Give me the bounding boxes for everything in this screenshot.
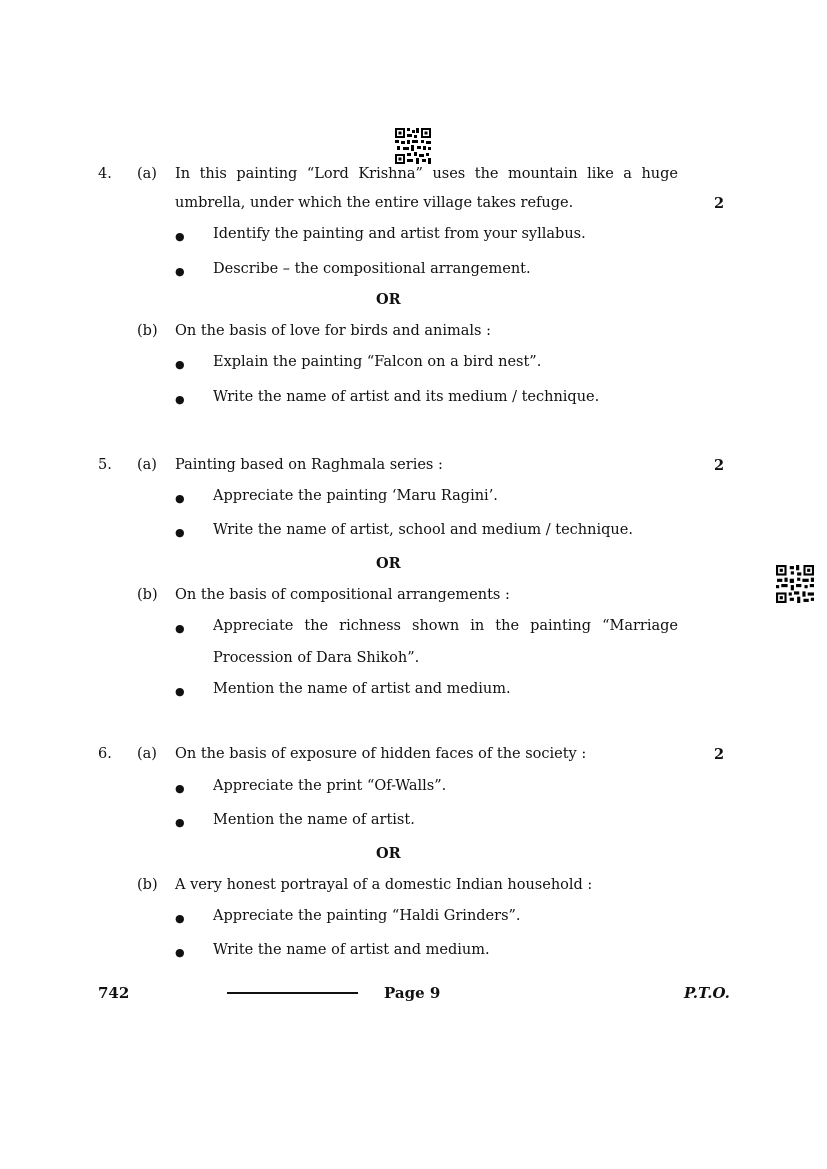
bullet-icon: ●: [175, 358, 185, 371]
question-6b-bullet-1: Appreciate the painting “Haldi Grinders”.: [213, 908, 521, 924]
bullet-icon: ●: [175, 946, 185, 959]
question-5a-text: Painting based on Raghmala series :: [175, 457, 443, 473]
sub-label-6a: (a): [137, 746, 157, 762]
qr-code-icon-top: [395, 128, 431, 164]
question-5b-bullet-1-line-2: Procession of Dara Shikoh”.: [213, 650, 420, 666]
or-separator-4: OR: [376, 291, 401, 308]
question-4a-line-2: umbrella, under which the entire village takes refuge.: [175, 195, 574, 211]
qr-code-icon-side: [776, 565, 814, 603]
marks-5: 2: [714, 457, 725, 474]
question-number-6: 6.: [98, 746, 112, 762]
bullet-icon: ●: [175, 265, 185, 278]
question-4a-bullet-2: Describe – the compositional arrangement.: [213, 261, 531, 277]
page-number: Page 9: [384, 984, 441, 1002]
question-4b-bullet-2: Write the name of artist and its medium / technique.: [213, 389, 600, 405]
question-6a-bullet-2: Mention the name of artist.: [213, 812, 415, 828]
question-5a-bullet-1: Appreciate the painting ‘Maru Ragini’.: [213, 488, 498, 504]
question-6a-bullet-1: Appreciate the print “Of-Walls”.: [213, 778, 447, 794]
marks-4: 2: [714, 195, 725, 212]
bullet-icon: ●: [175, 782, 185, 795]
question-4a-line-1: In this painting “Lord Krishna” uses the mountain like a huge: [175, 166, 678, 182]
bullet-icon: ●: [175, 492, 185, 505]
bullet-icon: ●: [175, 230, 185, 243]
bullet-icon: ●: [175, 685, 185, 698]
marks-6: 2: [714, 746, 725, 763]
footer-rule: [227, 992, 358, 994]
question-6b-bullet-2: Write the name of artist and medium.: [213, 942, 490, 958]
question-6a-text: On the basis of exposure of hidden faces of the society :: [175, 746, 587, 762]
question-number-4: 4.: [98, 166, 112, 182]
bullet-icon: ●: [175, 622, 185, 635]
paper-code: 742: [98, 984, 130, 1002]
sub-label-5a: (a): [137, 457, 157, 473]
sub-label-5b: (b): [137, 587, 158, 603]
bullet-icon: ●: [175, 526, 185, 539]
question-4b-text: On the basis of love for birds and animals :: [175, 323, 491, 339]
question-4b-bullet-1: Explain the painting “Falcon on a bird nest”.: [213, 354, 542, 370]
sub-label-4a: (a): [137, 166, 157, 182]
question-4a-bullet-1: Identify the painting and artist from your syllabus.: [213, 226, 586, 242]
question-5b-text: On the basis of compositional arrangements :: [175, 587, 510, 603]
bullet-icon: ●: [175, 393, 185, 406]
pto-label: P.T.O.: [684, 984, 730, 1002]
question-5a-bullet-2: Write the name of artist, school and medium / technique.: [213, 522, 633, 538]
sub-label-6b: (b): [137, 877, 158, 893]
sub-label-4b: (b): [137, 323, 158, 339]
question-5b-bullet-2: Mention the name of artist and medium.: [213, 681, 511, 697]
bullet-icon: ●: [175, 816, 185, 829]
bullet-icon: ●: [175, 912, 185, 925]
question-number-5: 5.: [98, 457, 112, 473]
or-separator-6: OR: [376, 845, 401, 862]
or-separator-5: OR: [376, 555, 401, 572]
question-6b-text: A very honest portrayal of a domestic Indian household :: [175, 877, 593, 893]
question-5b-bullet-1-line-1: Appreciate the richness shown in the painting “Marriage: [213, 618, 678, 634]
